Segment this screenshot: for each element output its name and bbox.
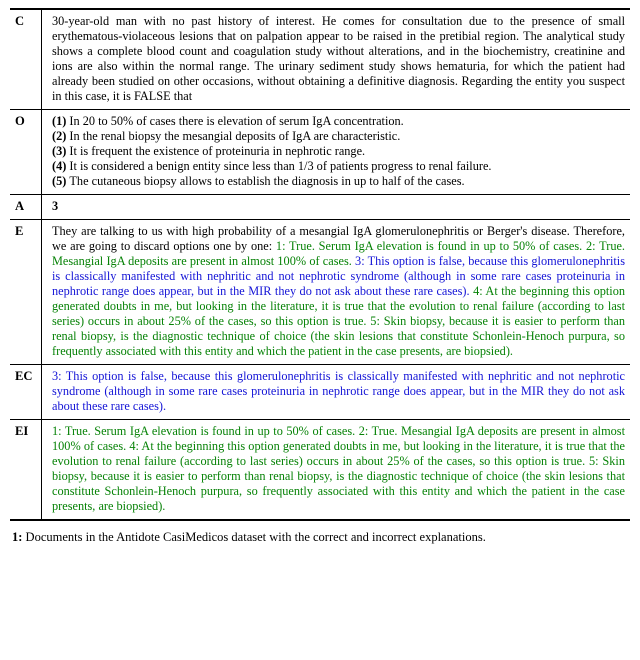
row-paragraph — [52, 424, 625, 514]
clinical-case-row — [10, 10, 630, 109]
option-number: (1) — [52, 114, 70, 128]
row-label: A — [10, 195, 42, 219]
caption-text: Documents in the Antidote CasiMedicos dataset with the correct and incorrect explanations. — [22, 530, 486, 544]
row-label: EC — [10, 365, 42, 419]
explanation-incorrect-row — [10, 419, 630, 519]
row-paragraph — [52, 369, 625, 414]
text-segment-green: 1: True. Serum IgA elevation is found in up to 50% of cases. 2: True. Mesangial IgA deposits are present in almost 100% of cases. — [52, 239, 625, 268]
explanation-correct-row — [10, 364, 630, 419]
option-number: (3) — [52, 144, 70, 158]
text-segment-blue: 3: This option is false, because this glomerulonephritis is classically manifested with nephritic and not nephrotic syndrome (although in some rare cases proteinuria in nephrotic range does appear, but in the MIR they do not ask about these rare cases). — [52, 254, 625, 298]
text-segment-black: 3 — [52, 199, 59, 213]
row-content — [42, 420, 630, 519]
answer-row — [10, 194, 630, 219]
text-segment-green: 4: At the beginning this option generated doubts in me, but looking in the literature, it is true that the evolution to renal failure (according to last series) occurs in about 25% of the cases, so this option is true. 5: Skin biopsy, because it is easier to perform than renal biopsy, is the diagnostic technique of choice (the skin lesions that constitute Schonlein-Henoch purpura, so frequently associated with this entity and which the patient in the case presents, are biopsied). — [52, 284, 626, 358]
option-item: (3) It is frequent the existence of proteinuria in nephrotic range. — [52, 144, 366, 158]
row-paragraph — [52, 224, 625, 359]
option-number: (5) — [52, 174, 70, 188]
row-content — [42, 220, 630, 364]
row-label: O — [10, 110, 42, 194]
row-content — [42, 195, 630, 219]
text-segment-black: They are talking to us with high probability of a mesangial IgA glomerulonephritis or Berger's disease. Therefore, we are going to discard options one by one: — [52, 224, 625, 253]
row-label: EI — [10, 420, 42, 519]
row-paragraph — [52, 199, 625, 214]
explanation-row — [10, 219, 630, 364]
row-label: C — [10, 10, 42, 109]
text-segment-green: 1: True. Serum IgA elevation is found in up to 50% of cases. 2: True. Mesangial IgA deposits are present in almost 100% of cases. 4: At the beginning this option generated doubts in me, but looking in the literature, it is true that the evolution to renal failure (according to last series) occurs in about 25% of the cases, so this option is true. 5: Skin biopsy, because it is easier to perform than renal biopsy, is the diagnostic technique of choice (the skin lesions that constitute Schonlein-Henoch purpura, so frequently associated with this entity and which the patient in the case presents, are biopsied). — [52, 424, 625, 513]
row-content — [42, 110, 630, 194]
row-content — [42, 365, 630, 419]
figure-caption — [10, 530, 630, 545]
option-item: (1) In 20 to 50% of cases there is elevation of serum IgA concentration. — [52, 114, 404, 128]
text-segment-blue: 3: This option is false, because this glomerulonephritis is classically manifested with nephritic and not nephrotic syndrome (although in some rare cases proteinuria in nephrotic range does appear, but in the MIR they do not ask about these rare cases). — [52, 369, 625, 413]
option-number: (4) — [52, 159, 70, 173]
option-number: (2) — [52, 129, 70, 143]
qa-table — [10, 8, 630, 521]
options-row — [10, 109, 630, 194]
caption-number: 1: — [12, 530, 23, 544]
option-item: (4) It is considered a benign entity since less than 1/3 of patients progress to renal failure. — [52, 159, 492, 173]
row-label: E — [10, 220, 42, 364]
option-item: (5) The cutaneous biopsy allows to establish the diagnosis in up to half of the cases. — [52, 174, 465, 188]
row-content — [42, 10, 630, 109]
option-item: (2) In the renal biopsy the mesangial deposits of IgA are characteristic. — [52, 129, 401, 143]
text-segment-black: 30-year-old man with no past history of interest. He comes for consultation due to the presence of small erythematous-violaceous lesions that on palpation appear to be raised in the pretibial region. The analytical study shows a complete blood count and coagulation study without alterations, and in the biochemistry, creatinine and ions are also within the normal range. The urinary sediment study shows hematuria, for which the patient had already been studied on other occasions, without obtaining a definitive diagnosis. Regarding the entity you suspect in this case, it is FALSE that — [52, 14, 625, 103]
row-paragraph — [52, 14, 625, 104]
